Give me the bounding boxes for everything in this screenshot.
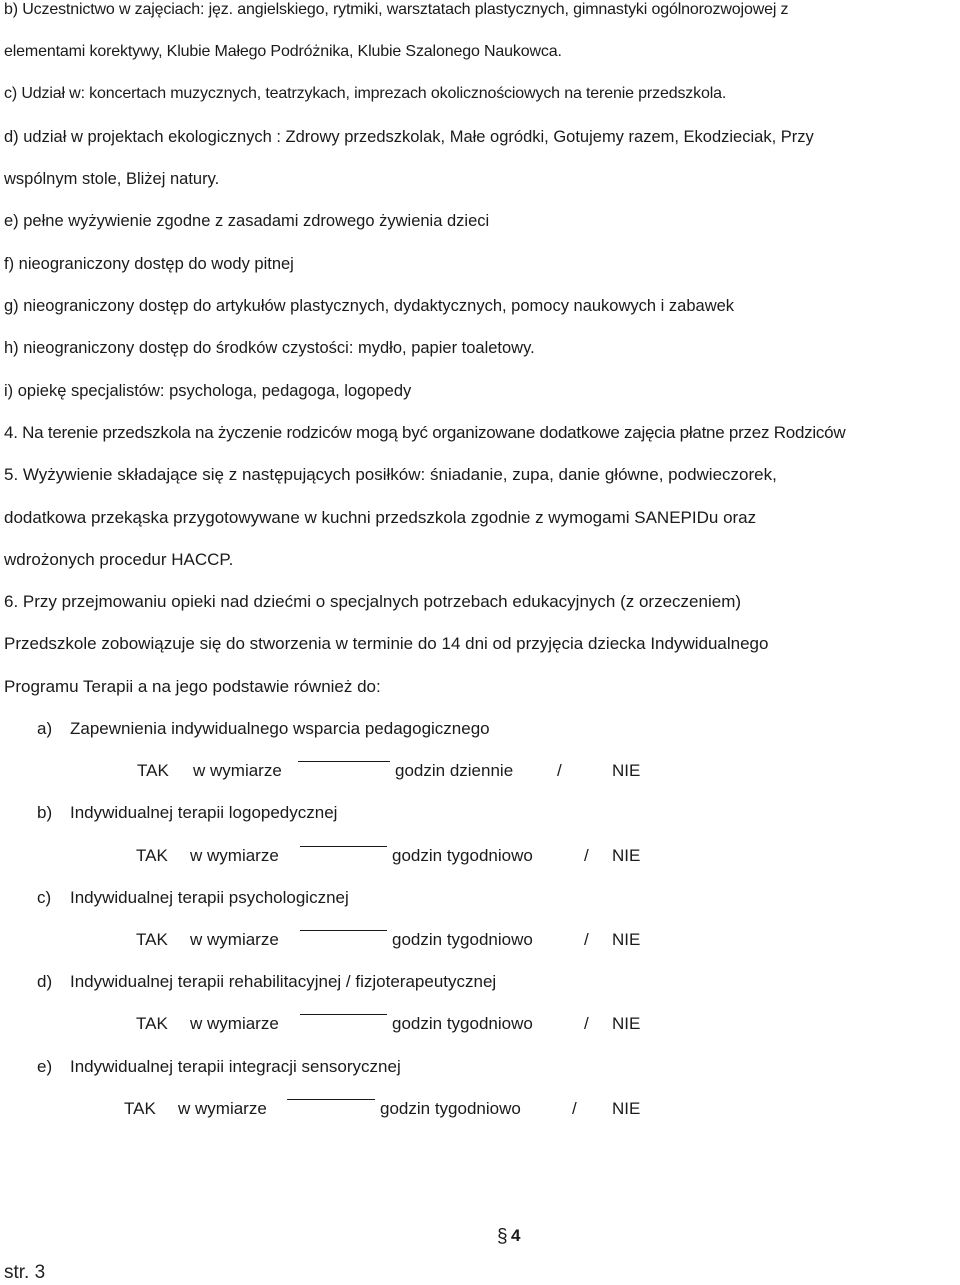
text-line: elementami korektywy, Klubie Małego Podróżnika, Klubie Szalonego Naukowca. [4, 43, 562, 60]
item-letter: b) [37, 803, 53, 822]
hours-blank-line [287, 1099, 375, 1100]
nie-option: NIE [612, 846, 641, 865]
unit-label: godzin dziennie [395, 761, 514, 780]
nie-option: NIE [612, 761, 641, 780]
section-number: 4 [511, 1226, 521, 1245]
separator-slash: / [557, 761, 562, 780]
item-text: Zapewnienia indywidualnego wsparcia pedagogicznego [70, 719, 490, 738]
label-w-wymiarze: w wymiarze [178, 1099, 267, 1118]
unit-label: godzin tygodniowo [392, 846, 533, 865]
text-line: i) opiekę specjalistów: psychologa, pedagoga, logopedy [4, 382, 412, 400]
item-text: Indywidualnej terapii rehabilitacyjnej / fizjoterapeutycznej [70, 972, 497, 991]
separator-slash: / [572, 1099, 577, 1118]
tak-nie-row [0, 846, 960, 868]
label-w-wymiarze: w wymiarze [190, 846, 279, 865]
tak-nie-row [0, 761, 960, 783]
text-line: 6. Przy przejmowaniu opieki nad dziećmi o specjalnych potrzebach edukacyjnych (z orzeczeniem) [4, 592, 742, 611]
tak-option: TAK [136, 846, 168, 865]
unit-label: godzin tygodniowo [392, 1014, 533, 1033]
separator-slash: / [584, 930, 589, 949]
item-letter: e) [37, 1057, 53, 1076]
hours-blank-line [300, 846, 387, 847]
tak-nie-row [0, 930, 960, 952]
tak-nie-row [0, 1014, 960, 1036]
separator-slash: / [584, 1014, 589, 1033]
text-line: e) pełne wyżywienie zgodne z zasadami zdrowego żywienia dzieci [4, 212, 490, 230]
section-sign: § [497, 1226, 508, 1247]
text-line: g) nieograniczony dostęp do artykułów plastycznych, dydaktycznych, pomocy naukowych i zabawek [4, 297, 735, 315]
item-text: Indywidualnej terapii psychologicznej [70, 888, 349, 907]
item-letter: c) [37, 888, 52, 907]
text-line: dodatkowa przekąska przygotowywane w kuchni przedszkola zgodnie z wymogami SANEPIDu oraz [4, 508, 757, 527]
text-line: f) nieograniczony dostęp do wody pitnej [4, 255, 294, 273]
hours-blank-line [300, 930, 387, 931]
text-line: h) nieograniczony dostęp do środków czystości: mydło, papier toaletowy. [4, 339, 535, 357]
label-w-wymiarze: w wymiarze [190, 1014, 279, 1033]
text-line: c) Udział w: koncertach muzycznych, teatrzykach, imprezach okolicznościowych na terenie przedszkola. [4, 85, 727, 102]
unit-label: godzin tygodniowo [380, 1099, 521, 1118]
nie-option: NIE [612, 930, 641, 949]
item-text: Indywidualnej terapii logopedycznej [70, 803, 338, 822]
list-item [0, 803, 960, 823]
text-line: b) Uczestnictwo w zajęciach: jęz. angielskiego, rytmiki, warsztatach plastycznych, gimnastyki ogólnorozwojowej z [4, 1, 789, 18]
tak-nie-row [0, 1099, 960, 1121]
unit-label: godzin tygodniowo [392, 930, 533, 949]
text-line: Przedszkole zobowiązuje się do stworzenia w terminie do 14 dni od przyjęcia dziecka Indywidualnego [4, 634, 769, 653]
hours-blank-line [300, 1014, 387, 1015]
text-line: 5. Wyżywienie składające się z następujących posiłków: śniadanie, zupa, danie główne, podwieczorek, [4, 465, 777, 484]
tak-option: TAK [137, 761, 169, 780]
tak-option: TAK [136, 1014, 168, 1033]
label-w-wymiarze: w wymiarze [190, 930, 279, 949]
text-line: wspólnym stole, Bliżej natury. [4, 170, 220, 188]
separator-slash: / [584, 846, 589, 865]
text-line: wdrożonych procedur HACCP. [4, 550, 234, 569]
page-number-label: str. 3 [4, 1262, 46, 1283]
text-line: Programu Terapii a na jego podstawie również do: [4, 677, 381, 696]
tak-option: TAK [136, 930, 168, 949]
list-item [0, 1057, 960, 1077]
item-text: Indywidualnej terapii integracji sensorycznej [70, 1057, 401, 1076]
item-letter: d) [37, 972, 53, 991]
nie-option: NIE [612, 1014, 641, 1033]
list-item [0, 888, 960, 908]
text-line: d) udział w projektach ekologicznych : Zdrowy przedszkolak, Małe ogródki, Gotujemy razem, Ekodzieciak, Przy [4, 128, 814, 146]
list-item [0, 719, 960, 739]
item-letter: a) [37, 719, 53, 738]
text-line: 4. Na terenie przedszkola na życzenie rodziców mogą być organizowane dodatkowe zajęcia płatne przez Rodziców [4, 423, 846, 442]
tak-option: TAK [124, 1099, 156, 1118]
nie-option: NIE [612, 1099, 641, 1118]
label-w-wymiarze: w wymiarze [193, 761, 282, 780]
list-item [0, 972, 960, 992]
hours-blank-line [298, 761, 390, 762]
